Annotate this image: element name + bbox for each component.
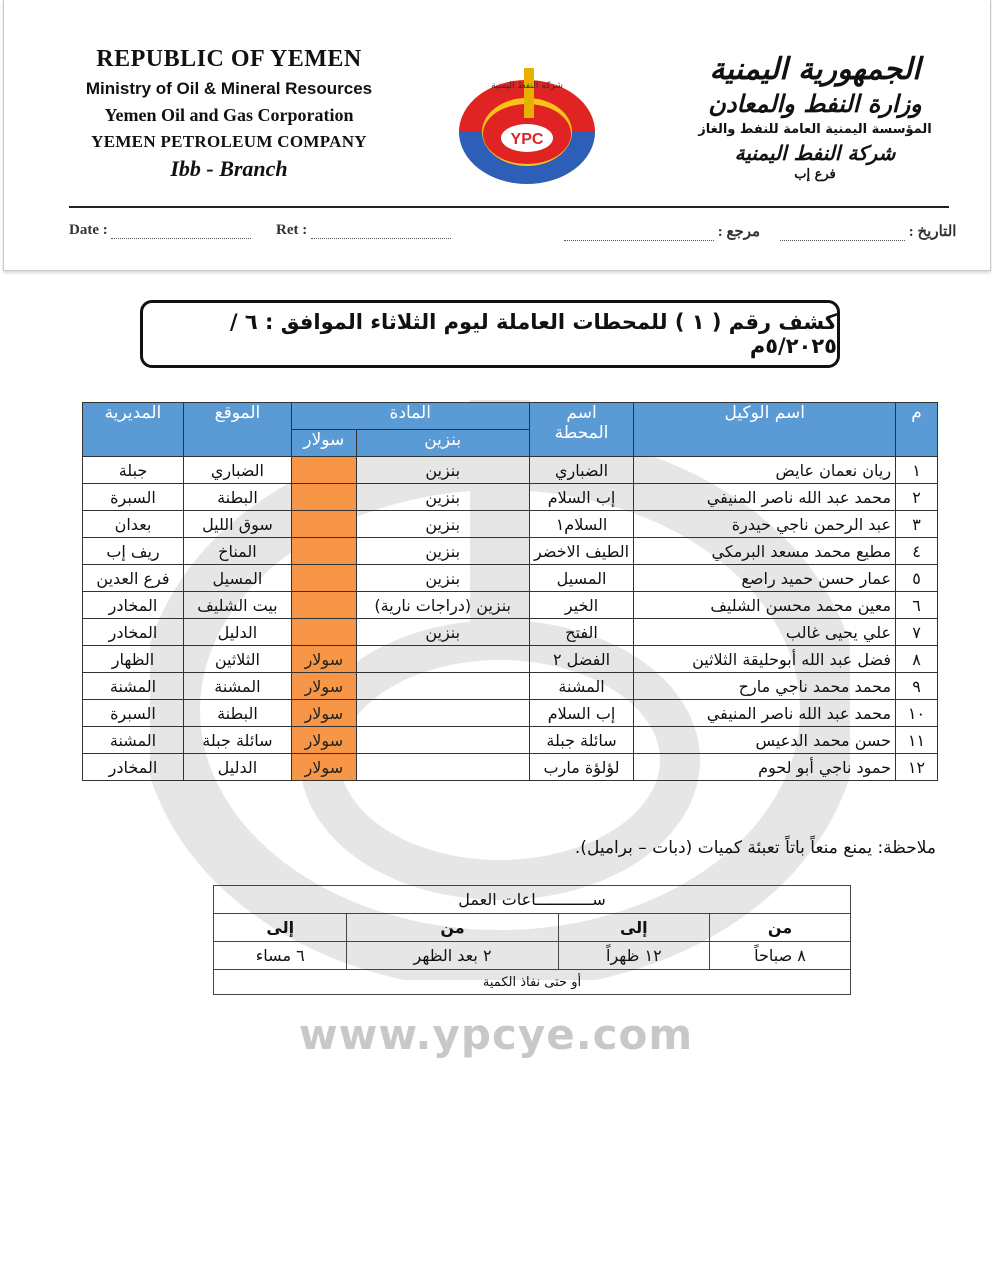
date-label: Date :	[69, 222, 108, 238]
cell-location: الثلاثين	[183, 646, 291, 673]
hours-from-morning: ٨ صباحاً	[710, 942, 851, 970]
cell-station: الطيف الاخضر	[529, 538, 634, 565]
cell-no: ١٢	[896, 754, 938, 781]
cell-agent: حسن محمد الدعيس	[634, 727, 896, 754]
letterhead-arabic	[670, 52, 960, 182]
hours-to-afternoon-label: إلى	[214, 914, 347, 942]
cell-no: ٦	[896, 592, 938, 619]
cell-agent: عبد الرحمن ناجي حيدرة	[634, 511, 896, 538]
cell-petrol: بنزين	[356, 511, 529, 538]
cell-agent: حمود ناجي أبو لحوم	[634, 754, 896, 781]
cell-diesel: سولار	[291, 700, 356, 727]
branch-ar: فرع إب	[794, 167, 836, 182]
cell-location: المناخ	[183, 538, 291, 565]
cell-no: ٥	[896, 565, 938, 592]
ar-ref-label: مرجع :	[717, 224, 761, 240]
date-field-ar	[780, 222, 956, 241]
cell-agent: محمد عبد الله ناصر المنيفي	[634, 484, 896, 511]
cell-no: ٨	[896, 646, 938, 673]
cell-location: الضباري	[183, 457, 291, 484]
logo-text: YPC	[510, 131, 544, 148]
cell-agent: فضل عبد الله أبوحليقة الثلاثين	[634, 646, 896, 673]
cell-diesel: سولار	[291, 727, 356, 754]
cell-station: السلام١	[529, 511, 634, 538]
ret-label: Ret :	[276, 222, 308, 238]
table-row	[83, 619, 938, 646]
cell-district: الظهار	[83, 646, 184, 673]
ypc-logo-icon	[452, 62, 602, 192]
header-petrol: بنزين	[356, 430, 529, 457]
hours-to-afternoon: ٦ مساء	[214, 942, 347, 970]
table-row	[83, 673, 938, 700]
cell-no: ٩	[896, 673, 938, 700]
cell-station: إب السلام	[529, 700, 634, 727]
table-row	[83, 538, 938, 565]
cell-location: المسيل	[183, 565, 291, 592]
cell-location: البطنة	[183, 484, 291, 511]
watermark-url: www.ypcye.com	[298, 1010, 694, 1059]
cell-district: فرع العدين	[83, 565, 184, 592]
cell-agent: محمد عبد الله ناصر المنيفي	[634, 700, 896, 727]
cell-petrol: بنزين (دراجات نارية)	[356, 592, 529, 619]
cell-location: سائلة جبلة	[183, 727, 291, 754]
hours-from-morning-label: من	[710, 914, 851, 942]
hours-to-morning-label: إلى	[558, 914, 709, 942]
cell-diesel	[291, 565, 356, 592]
cell-district: السبرة	[83, 700, 184, 727]
cell-petrol	[356, 727, 529, 754]
cell-petrol: بنزين	[356, 484, 529, 511]
cell-district: بعدان	[83, 511, 184, 538]
cell-no: ١١	[896, 727, 938, 754]
cell-station: الفتح	[529, 619, 634, 646]
hours-to-morning: ١٢ ظهراً	[558, 942, 709, 970]
cell-agent: محمد محمد ناجي مارح	[634, 673, 896, 700]
cell-agent: ريان نعمان عايض	[634, 457, 896, 484]
report-title	[140, 300, 840, 368]
letterhead-english	[64, 46, 394, 182]
cell-petrol	[356, 754, 529, 781]
cell-petrol: بنزين	[356, 565, 529, 592]
republic-en: REPUBLIC OF YEMEN	[96, 46, 362, 72]
cell-no: ٢	[896, 484, 938, 511]
header-location: الموقع	[183, 403, 291, 457]
cell-petrol	[356, 646, 529, 673]
cell-diesel	[291, 619, 356, 646]
hours-from-afternoon-label: من	[347, 914, 558, 942]
cell-location: الدليل	[183, 619, 291, 646]
cell-diesel	[291, 457, 356, 484]
branch-en: Ibb - Branch	[170, 156, 288, 181]
company-en: YEMEN PETROLEUM COMPANY	[91, 132, 367, 151]
table-header-row	[83, 403, 938, 430]
table-row	[83, 700, 938, 727]
cell-station: المسيل	[529, 565, 634, 592]
cell-district: ريف إب	[83, 538, 184, 565]
letterhead	[3, 0, 991, 271]
cell-location: سوق الليل	[183, 511, 291, 538]
header-district: المديرية	[83, 403, 184, 457]
table-row	[83, 565, 938, 592]
republic-ar: الجمهورية اليمنية	[709, 52, 921, 87]
cell-diesel	[291, 484, 356, 511]
cell-diesel	[291, 538, 356, 565]
header-material: المادة	[291, 403, 529, 430]
cell-agent: علي يحيى غالب	[634, 619, 896, 646]
logo-ring-text: شركة النفط اليمنية	[491, 81, 563, 91]
table-row	[83, 457, 938, 484]
corporation-ar: المؤسسة اليمنية العامة للنفط والغاز	[698, 122, 932, 137]
ref-field-ar	[564, 222, 760, 241]
table-row	[83, 592, 938, 619]
header-station	[529, 403, 634, 457]
note: ملاحظة: يمنع منعاً باتاً تعبئة كميات (دبات – براميل).	[574, 838, 936, 858]
cell-station: المشنة	[529, 673, 634, 700]
header-agent: اسم الوكيل	[634, 403, 896, 457]
cell-station: الخير	[529, 592, 634, 619]
cell-station: سائلة جبلة	[529, 727, 634, 754]
header-divider	[69, 206, 949, 208]
cell-petrol	[356, 673, 529, 700]
cell-agent: عمار حسن حميد راصع	[634, 565, 896, 592]
header-diesel: سولار	[291, 430, 356, 457]
cell-diesel: سولار	[291, 673, 356, 700]
cell-district: جبلة	[83, 457, 184, 484]
cell-station: الفضل ٢	[529, 646, 634, 673]
cell-district: المشنة	[83, 727, 184, 754]
cell-no: ١٠	[896, 700, 938, 727]
header-no: م	[896, 403, 938, 457]
cell-station: إب السلام	[529, 484, 634, 511]
table-row	[83, 511, 938, 538]
cell-petrol: بنزين	[356, 538, 529, 565]
cell-station: لؤلؤة مارب	[529, 754, 634, 781]
cell-no: ٣	[896, 511, 938, 538]
cell-agent: مطيع محمد مسعد البرمكي	[634, 538, 896, 565]
cell-district: السبرة	[83, 484, 184, 511]
ministry-en: Ministry of Oil & Mineral Resources	[85, 79, 373, 98]
table-row	[83, 754, 938, 781]
cell-location: بيت الشليف	[183, 592, 291, 619]
cell-agent: معين محمد محسن الشليف	[634, 592, 896, 619]
table-row	[83, 646, 938, 673]
date-field-en	[69, 222, 251, 239]
cell-petrol: بنزين	[356, 457, 529, 484]
header-station-line2: المحطة	[554, 423, 609, 443]
stations-table	[82, 402, 938, 781]
corporation-en: Yemen Oil and Gas Corporation	[104, 105, 354, 125]
hours-footnote: أو حتى نفاذ الكمية	[214, 970, 851, 995]
company-ar: شركة النفط اليمنية	[734, 141, 896, 165]
cell-district: المخادر	[83, 592, 184, 619]
cell-location: المشنة	[183, 673, 291, 700]
cell-no: ٧	[896, 619, 938, 646]
header-station-line1: اسم	[566, 403, 597, 423]
cell-petrol: بنزين	[356, 619, 529, 646]
cell-diesel	[291, 592, 356, 619]
cell-petrol	[356, 700, 529, 727]
cell-station: الضباري	[529, 457, 634, 484]
working-hours-table	[213, 885, 851, 995]
cell-diesel	[291, 511, 356, 538]
cell-no: ٤	[896, 538, 938, 565]
hours-title: ســــــــــــاعات العمل	[214, 886, 851, 914]
ministry-ar: وزارة النفط والمعادن	[708, 89, 922, 118]
ar-date-label: التاريخ :	[908, 224, 957, 240]
hours-from-afternoon: ٢ بعد الظهر	[347, 942, 558, 970]
cell-diesel: سولار	[291, 754, 356, 781]
cell-location: الدليل	[183, 754, 291, 781]
ret-field-en	[276, 222, 451, 239]
cell-no: ١	[896, 457, 938, 484]
cell-district: المخادر	[83, 754, 184, 781]
report-title-text: كشف رقم ( ١ ) للمحطات العاملة ليوم الثلاثاء الموافق : ٦ /٥/٢٠٢٥م	[229, 310, 837, 358]
cell-location: البطنة	[183, 700, 291, 727]
table-row	[83, 484, 938, 511]
cell-district: المخادر	[83, 619, 184, 646]
table-row	[83, 727, 938, 754]
cell-diesel: سولار	[291, 646, 356, 673]
cell-district: المشنة	[83, 673, 184, 700]
